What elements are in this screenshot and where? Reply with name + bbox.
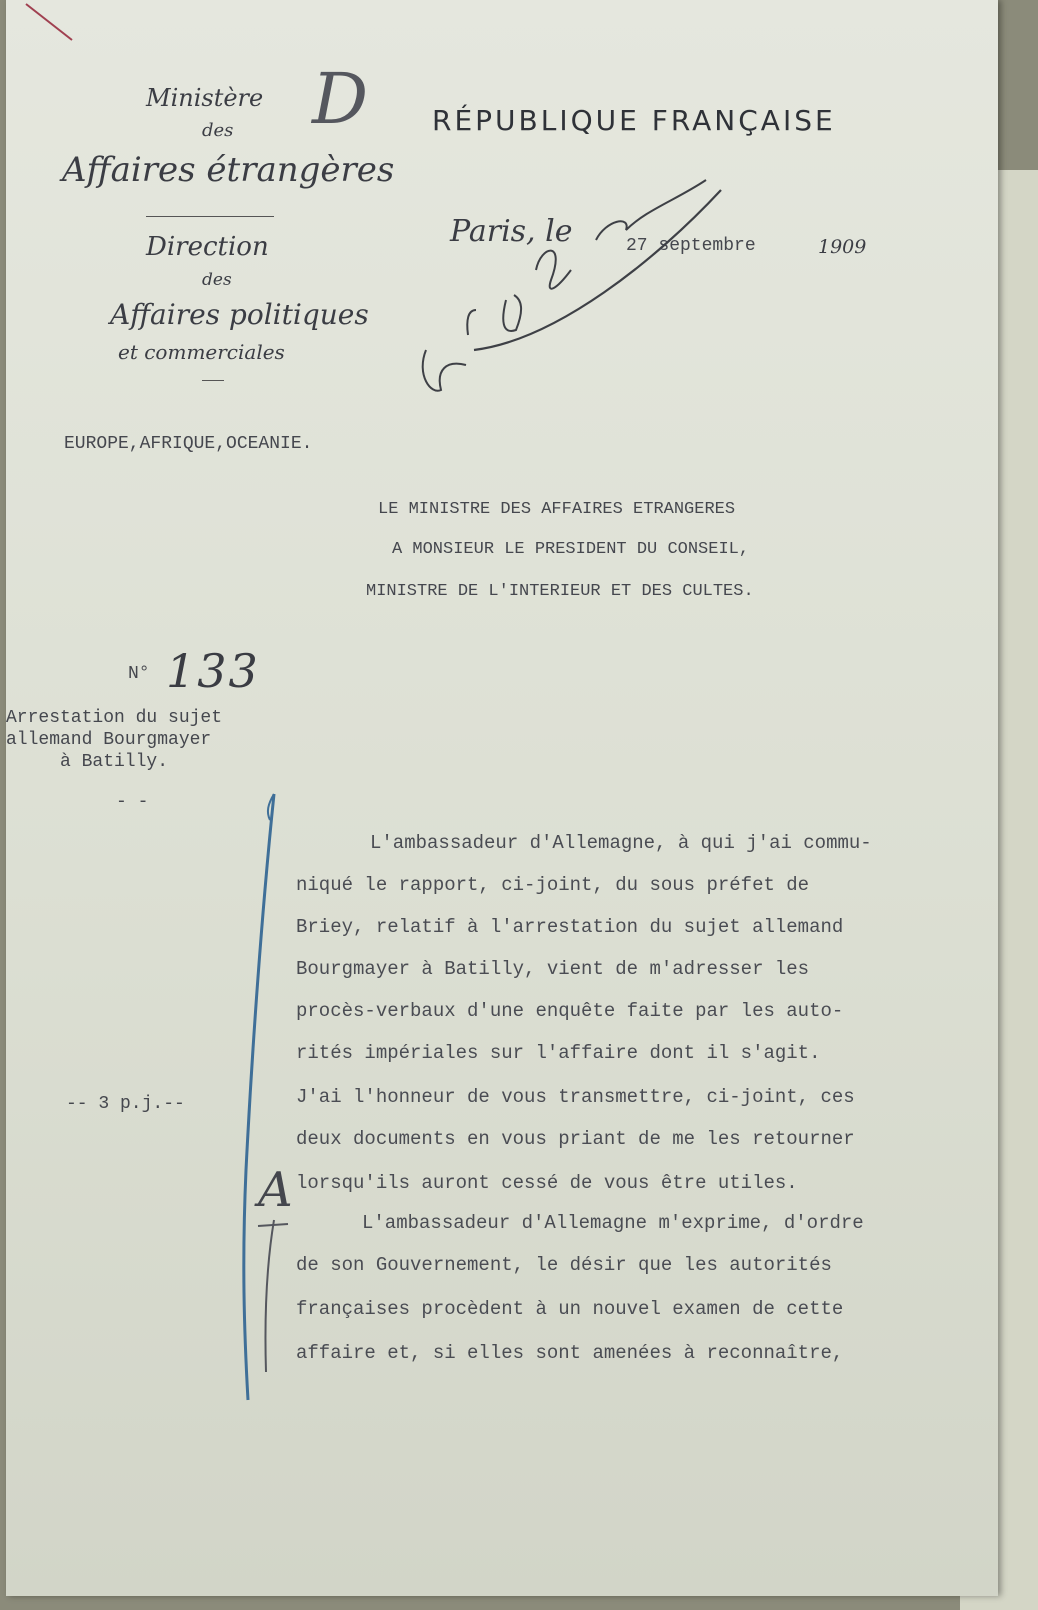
- body-line-2: niqué le rapport, ci-joint, du sous préfet de: [296, 874, 810, 896]
- body-line-8: deux documents en vous priant de me les retourner: [296, 1128, 855, 1150]
- corner-red-mark: [6, 0, 86, 50]
- addressee-line1: LE MINISTRE DES AFFAIRES ETRANGERES: [378, 500, 736, 519]
- addressee-line3: MINISTRE DE L'INTERIEUR ET DES CULTES.: [366, 582, 754, 601]
- letterhead-rule: [146, 216, 274, 217]
- letter-date: 27 septembre: [626, 236, 756, 256]
- body-line-5: procès-verbaux d'une enquête faite par les auto-: [296, 1000, 844, 1022]
- subject-line2: allemand Bourgmayer: [6, 730, 212, 750]
- date-annotation-scrawl: [406, 160, 736, 400]
- direction-line3: Affaires politiques: [110, 298, 369, 331]
- ministry-line3: Affaires étrangères: [62, 150, 395, 190]
- body-line-10: L'ambassadeur d'Allemagne m'exprime, d'ordre: [362, 1212, 864, 1234]
- letterhead-rule-small: [202, 380, 224, 381]
- subject-line1: Arrestation du sujet: [6, 708, 223, 728]
- body-line-9: lorsqu'ils auront cessé de vous être utiles.: [296, 1172, 798, 1194]
- letter-page: [6, 0, 998, 1596]
- body-line-13: affaire et, si elles sont amenées à reconnaître,: [296, 1342, 844, 1364]
- ministry-line1: Ministère: [146, 84, 264, 112]
- region-label: EUROPE,AFRIQUE,OCEANIE.: [64, 434, 313, 454]
- direction-line1: Direction: [146, 232, 269, 262]
- subject-line3: à Batilly.: [60, 752, 169, 772]
- direction-line2: des: [202, 270, 232, 290]
- body-line-11: de son Gouvernement, le désir que les autorités: [296, 1254, 832, 1276]
- margin-pencil-stroke: [254, 1216, 294, 1376]
- ministry-line2: des: [202, 120, 234, 141]
- body-line-3: Briey, relatif à l'arrestation du sujet allemand: [296, 916, 844, 938]
- attachments-note: -- 3 p.j.--: [66, 1094, 185, 1114]
- subject-separator: - -: [116, 792, 149, 812]
- body-line-12: françaises procèdent à un nouvel examen de cette: [296, 1298, 844, 1320]
- place-line: Paris, le: [450, 214, 573, 249]
- republic-title: RÉPUBLIQUE FRANÇAISE: [432, 104, 836, 137]
- letter-year: 1909: [818, 236, 867, 258]
- addressee-line2: A MONSIEUR LE PRESIDENT DU CONSEIL,: [392, 540, 750, 559]
- body-line-6: rités impériales sur l'affaire dont il s'agit.: [296, 1042, 821, 1064]
- direction-line4: et commerciales: [118, 340, 285, 364]
- handwritten-d-mark: D: [312, 58, 369, 140]
- number-label: N°: [128, 664, 150, 684]
- body-line-4: Bourgmayer à Batilly, vient de m'adresser les: [296, 958, 810, 980]
- handwritten-a-mark: A: [258, 1162, 293, 1218]
- body-line-1: L'ambassadeur d'Allemagne, à qui j'ai commu-: [370, 832, 872, 854]
- body-line-7: J'ai l'honneur de vous transmettre, ci-joint, ces: [296, 1086, 855, 1108]
- handwritten-number: 133: [166, 644, 260, 698]
